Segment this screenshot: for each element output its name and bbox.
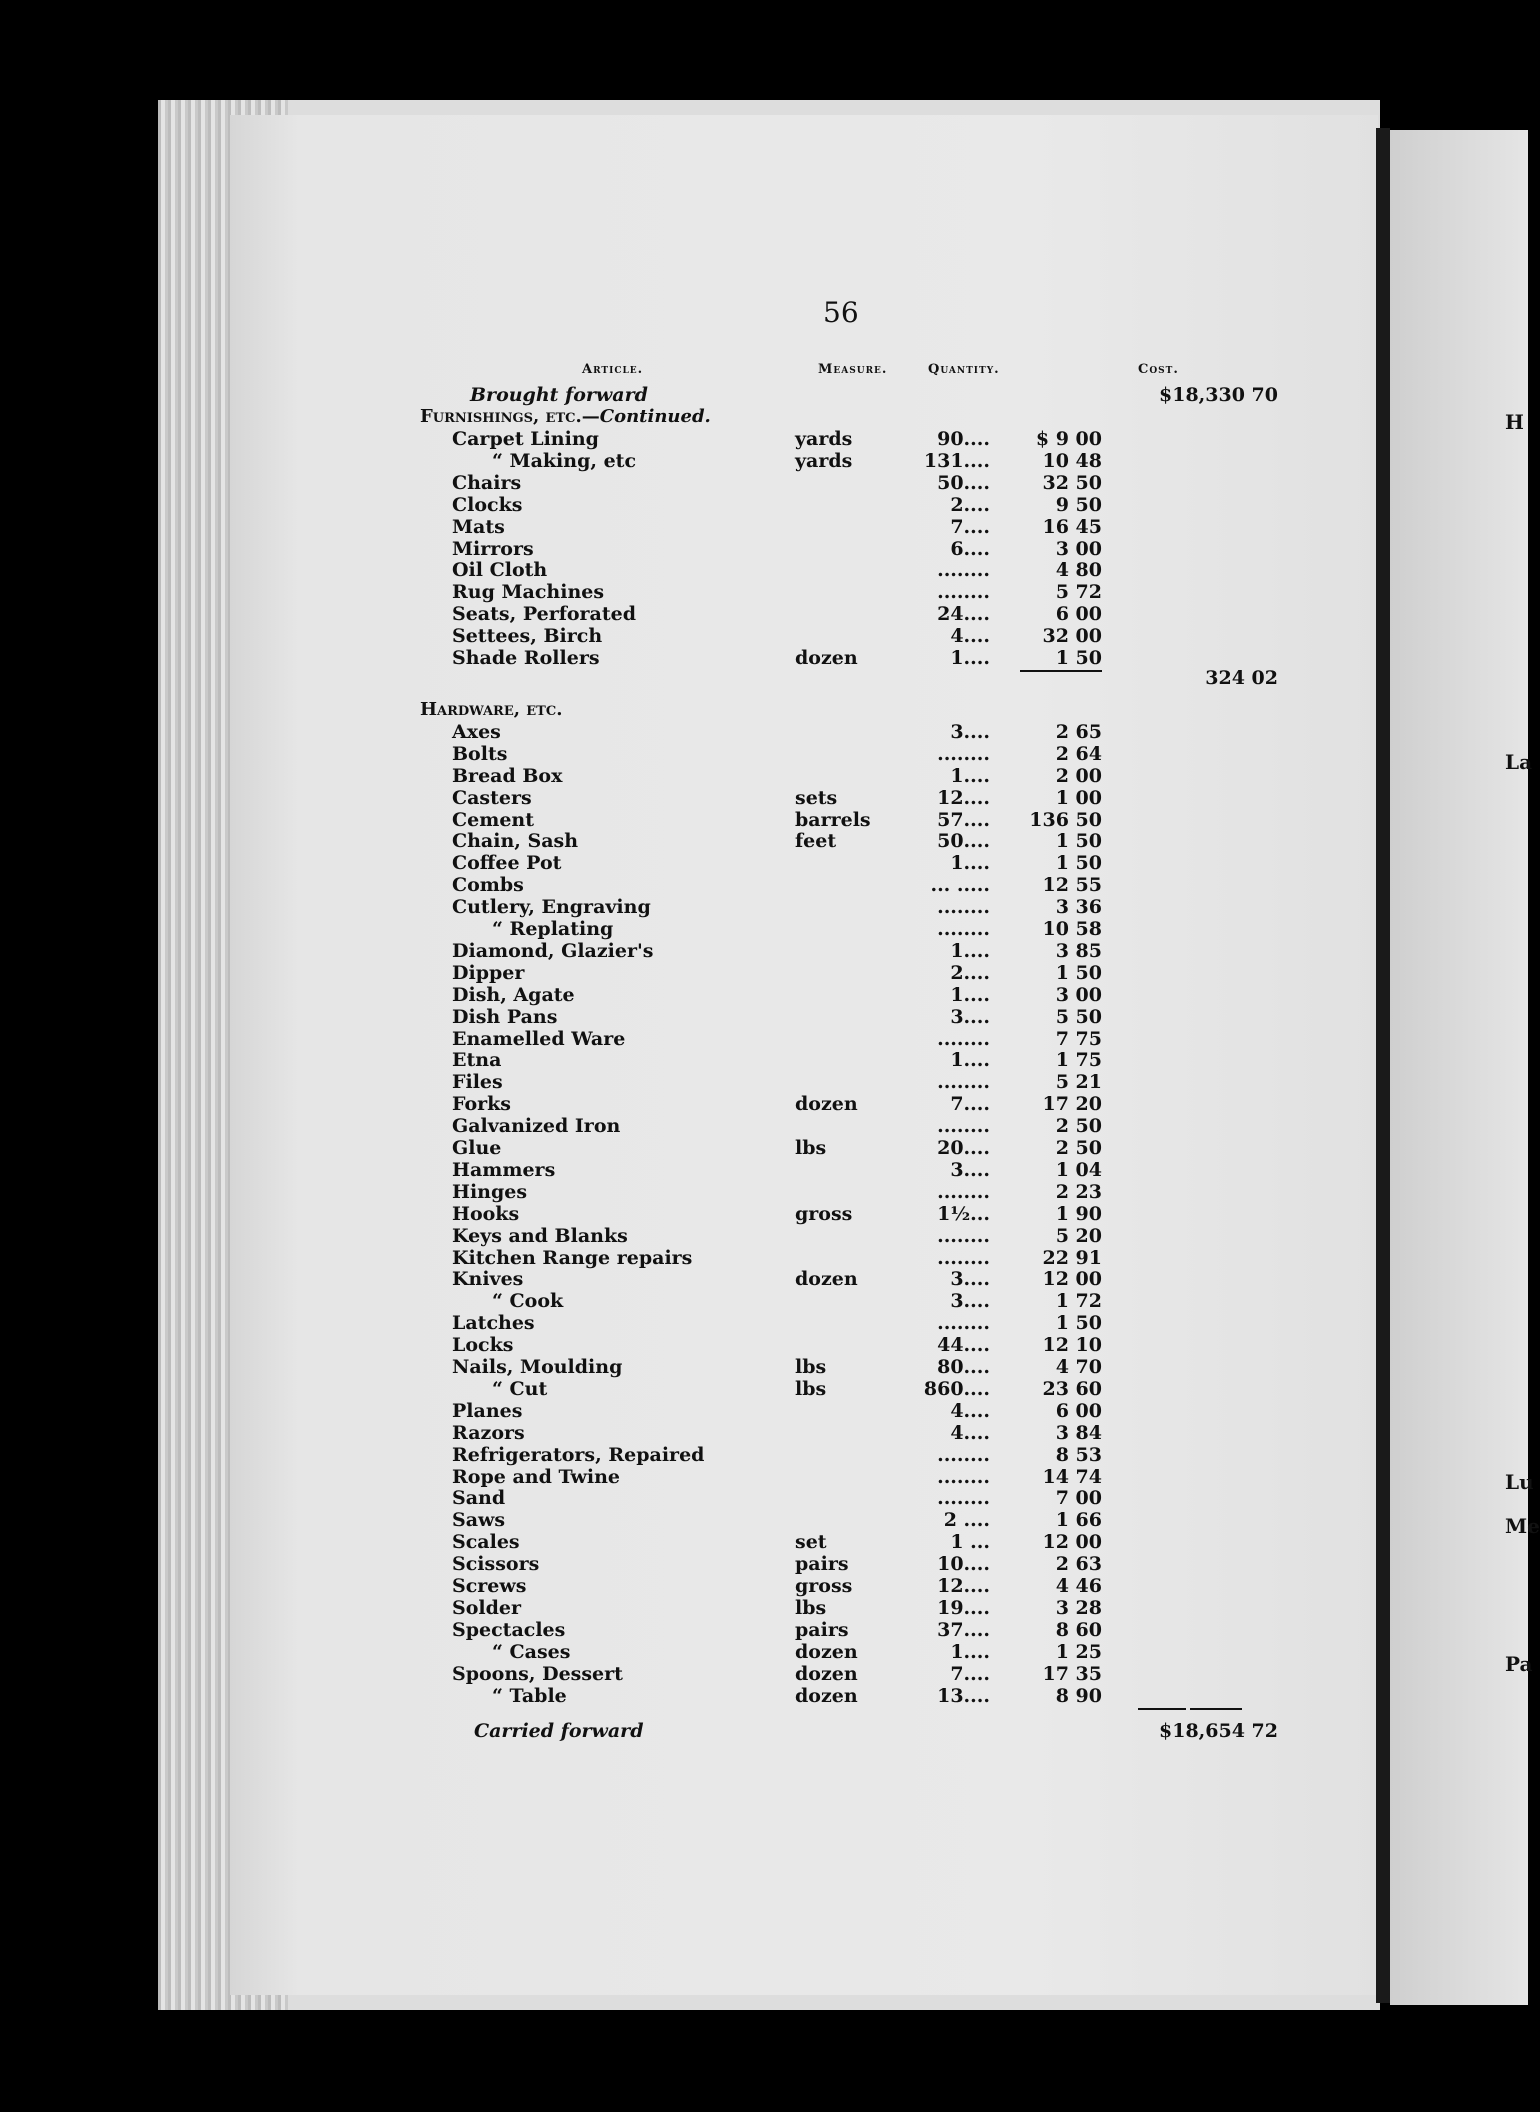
facing-letter: Me (1505, 1514, 1540, 1538)
measure-unit: dozen (795, 1684, 858, 1707)
article-name: Forks (452, 1093, 511, 1116)
article-name: Carpet Lining (452, 428, 599, 450)
quantity: ........ (937, 1246, 990, 1269)
article-name: Etna (452, 1049, 502, 1072)
quantity: ........ (937, 1027, 990, 1050)
cost-amount: 12 00 (1042, 1268, 1102, 1291)
cost-amount: 14 74 (1042, 1465, 1102, 1488)
article-name: Glue (452, 1137, 502, 1159)
article-name: Chain, Sash (452, 830, 579, 853)
quantity: ... ..... (930, 874, 990, 897)
measure-unit: pairs (795, 1553, 849, 1576)
cost-amount: 32 00 (1042, 625, 1102, 648)
ledger-row (420, 603, 1280, 625)
article-name: Files (452, 1071, 503, 1094)
article-name: Chairs (452, 471, 522, 494)
cost-amount: 2 63 (1055, 1553, 1102, 1576)
ledger-row (420, 1575, 1280, 1597)
page-number: 56 (823, 296, 859, 329)
article-name: Rope and Twine (452, 1465, 621, 1488)
cost-amount: 4 80 (1055, 559, 1102, 582)
article-name: Hinges (452, 1180, 528, 1203)
article-name: Diamond, Glazier's (452, 939, 654, 962)
cost-amount: 16 45 (1042, 515, 1102, 538)
article-name: Casters (452, 786, 532, 809)
cost-amount: 2 23 (1055, 1180, 1102, 1203)
quantity: ........ (937, 918, 990, 940)
quantity: 2 .... (943, 1509, 990, 1532)
measure-unit: gross (795, 1202, 853, 1225)
ledger-row (420, 1531, 1280, 1553)
quantity: ........ (937, 1487, 990, 1510)
quantity: ........ (937, 1071, 990, 1094)
cost-amount: $ 9 00 (1035, 428, 1102, 450)
cost-amount: 1 75 (1055, 1049, 1102, 1072)
ledger-row (420, 1444, 1280, 1466)
measure-unit: yards (795, 428, 853, 450)
cost-amount: 1 50 (1055, 961, 1102, 984)
article-name: “ Table (492, 1684, 567, 1707)
quantity: 3.... (950, 720, 990, 743)
ledger-row (420, 1466, 1280, 1488)
quantity: 3.... (950, 1005, 990, 1028)
article-name: Bolts (452, 742, 508, 765)
quantity: 44.... (937, 1334, 990, 1357)
facing-letter: La (1505, 750, 1533, 774)
ledger-row (420, 450, 1280, 472)
article-name: “ Cook (492, 1290, 564, 1313)
ledger-row (420, 1225, 1280, 1247)
article-name: Combs (452, 874, 524, 897)
cost-amount: 2 00 (1055, 764, 1102, 787)
article-name: Coffee Pot (452, 852, 562, 875)
cost-amount: 23 60 (1042, 1377, 1102, 1400)
quantity: 860.... (923, 1377, 990, 1400)
article-name: Planes (452, 1399, 523, 1422)
ledger-row (420, 1268, 1280, 1290)
cost-amount: 17 20 (1042, 1093, 1102, 1116)
quantity: 1.... (950, 1640, 990, 1663)
article-name: Razors (452, 1421, 525, 1444)
cost-amount: 1 50 (1055, 830, 1102, 853)
article-name: Sand (452, 1487, 506, 1510)
furnishings-subtotal: 324 02 (1205, 666, 1278, 689)
cost-amount: 1 00 (1055, 786, 1102, 809)
article-name: Dish Pans (452, 1005, 558, 1028)
article-name: Locks (452, 1334, 514, 1357)
cost-amount: 1 50 (1055, 852, 1102, 875)
cost-amount: 2 50 (1055, 1115, 1102, 1138)
ledger-row (420, 940, 1280, 962)
cost-amount: 1 90 (1055, 1202, 1102, 1225)
ledger-row (420, 1290, 1280, 1312)
quantity: 131.... (923, 449, 990, 472)
quantity: 3.... (950, 1290, 990, 1313)
article-name: Enamelled Ware (452, 1027, 626, 1050)
quantity: 1.... (950, 852, 990, 875)
ledger-row (420, 1028, 1280, 1050)
cost-amount: 1 50 (1055, 647, 1102, 669)
cost-amount: 4 70 (1055, 1356, 1102, 1378)
facing-page-fragment (1390, 130, 1540, 2005)
cost-amount: 4 46 (1055, 1575, 1102, 1597)
cost-amount: 5 50 (1055, 1005, 1102, 1028)
ledger-row (420, 1619, 1280, 1641)
quantity: 24.... (937, 603, 990, 626)
ledger-row (420, 852, 1280, 874)
ledger-row (420, 1400, 1280, 1422)
ledger-row (420, 1071, 1280, 1093)
measure-unit: dozen (795, 1093, 858, 1116)
article-name: Spoons, Dessert (452, 1662, 623, 1685)
quantity: 4.... (950, 1421, 990, 1444)
ledger-row (420, 1334, 1280, 1356)
article-name: Clocks (452, 493, 523, 516)
quantity: 3.... (950, 1268, 990, 1291)
ledger-row (420, 1203, 1280, 1225)
ledger-row (420, 874, 1280, 896)
article-name: Saws (452, 1509, 506, 1532)
quantity: ........ (937, 1180, 990, 1203)
quantity: 7.... (950, 1662, 990, 1685)
ledger-row (420, 1378, 1280, 1400)
ledger-row (420, 494, 1280, 516)
cost-amount: 1 66 (1055, 1509, 1102, 1532)
article-name: Seats, Perforated (452, 603, 637, 626)
carried-forward-amount: $18,654 72 (1159, 1720, 1278, 1743)
total-rule (1190, 1708, 1242, 1710)
quantity: ........ (937, 742, 990, 765)
quantity: 20.... (937, 1137, 990, 1159)
ledger-row (420, 896, 1280, 918)
cost-amount: 3 84 (1055, 1421, 1102, 1444)
facing-letter: Pa (1505, 1652, 1533, 1676)
article-name: Solder (452, 1596, 521, 1619)
quantity: 7.... (950, 1093, 990, 1116)
ledger-row (420, 625, 1280, 647)
ledger-row (420, 962, 1280, 984)
cost-amount: 32 50 (1042, 471, 1102, 494)
quantity: 10.... (937, 1553, 990, 1576)
subtotal-rule (1020, 670, 1102, 672)
section-hardware: Hardware, etc. (420, 698, 563, 720)
header-quantity: Quantity. (928, 362, 1000, 377)
cost-amount: 12 00 (1042, 1531, 1102, 1554)
article-name: Hooks (452, 1202, 520, 1225)
quantity: 4.... (950, 625, 990, 648)
quantity: 12.... (937, 786, 990, 809)
ledger-row (420, 581, 1280, 603)
measure-unit: gross (795, 1575, 853, 1597)
ledger-row (420, 830, 1280, 852)
ledger-row (420, 1006, 1280, 1028)
cost-amount: 8 53 (1055, 1443, 1102, 1466)
quantity: 2.... (950, 493, 990, 516)
ledger-row (420, 1685, 1280, 1707)
ledger-row (420, 984, 1280, 1006)
article-name: “ Cases (492, 1640, 571, 1663)
carried-forward-row (420, 1720, 1280, 1742)
article-name: Spectacles (452, 1618, 566, 1641)
article-name: Knives (452, 1268, 524, 1291)
header-measure: Measure. (818, 362, 888, 377)
cost-amount: 6 00 (1055, 1399, 1102, 1422)
cost-amount: 3 00 (1055, 537, 1102, 560)
cost-amount: 3 36 (1055, 896, 1102, 919)
section-title: Furnishings, etc.— (420, 406, 600, 427)
ledger-row (420, 787, 1280, 809)
article-name: “ Making, etc (492, 449, 637, 472)
measure-unit: lbs (795, 1356, 827, 1378)
cost-amount: 5 20 (1055, 1224, 1102, 1247)
quantity: ........ (937, 581, 990, 604)
cost-amount: 12 10 (1042, 1334, 1102, 1357)
quantity: 1½... (937, 1202, 990, 1225)
ledger-row (420, 1641, 1280, 1663)
measure-unit: set (795, 1531, 827, 1554)
article-name: Kitchen Range repairs (452, 1246, 693, 1269)
ledger-row (420, 1181, 1280, 1203)
cost-amount: 12 55 (1042, 874, 1102, 897)
measure-unit: pairs (795, 1618, 849, 1641)
ledger-row (420, 472, 1280, 494)
ledger-row (420, 516, 1280, 538)
quantity: ........ (937, 1115, 990, 1138)
cost-amount: 2 64 (1055, 742, 1102, 765)
measure-unit: dozen (795, 647, 858, 669)
ledger-row (420, 1553, 1280, 1575)
cost-amount: 7 75 (1055, 1027, 1102, 1050)
measure-unit: dozen (795, 1662, 858, 1685)
article-name: Refrigerators, Repaired (452, 1443, 705, 1466)
article-name: Rug Machines (452, 581, 605, 604)
quantity: 90.... (937, 428, 990, 450)
ledger-row (420, 1159, 1280, 1181)
article-name: Cutlery, Engraving (452, 896, 651, 919)
ledger-row (420, 559, 1280, 581)
ledger-row (420, 1049, 1280, 1071)
cost-amount: 9 50 (1055, 493, 1102, 516)
total-rule (1138, 1708, 1186, 1710)
ledger-row (420, 1115, 1280, 1137)
header-article: Article. (582, 362, 644, 377)
cost-amount: 1 50 (1055, 1312, 1102, 1335)
ledger-row (420, 1137, 1280, 1159)
ledger-row (420, 1422, 1280, 1444)
article-name: Scissors (452, 1553, 540, 1576)
ledger-row (420, 721, 1280, 743)
cost-amount: 5 21 (1055, 1071, 1102, 1094)
quantity: 50.... (937, 830, 990, 853)
article-name: “ Replating (492, 918, 614, 940)
quantity: 1.... (950, 647, 990, 669)
cost-amount: 2 65 (1055, 720, 1102, 743)
article-name: “ Cut (492, 1377, 548, 1400)
cost-amount: 3 85 (1055, 939, 1102, 962)
cost-amount: 8 90 (1055, 1684, 1102, 1707)
section-furnishings (420, 406, 711, 427)
measure-unit: dozen (795, 1640, 858, 1663)
quantity: 1.... (950, 764, 990, 787)
quantity: 37.... (937, 1618, 990, 1641)
quantity: ........ (937, 559, 990, 582)
cost-amount: 1 04 (1055, 1158, 1102, 1181)
measure-unit: sets (795, 786, 838, 809)
ledger-row (420, 1247, 1280, 1269)
facing-letter: Lu (1505, 1470, 1534, 1494)
cost-amount: 6 00 (1055, 603, 1102, 626)
measure-unit: lbs (795, 1137, 827, 1159)
quantity: 19.... (937, 1596, 990, 1619)
article-name: Keys and Blanks (452, 1224, 628, 1247)
article-name: Galvanized Iron (452, 1115, 621, 1138)
quantity: 12.... (937, 1575, 990, 1597)
quantity: 13.... (937, 1684, 990, 1707)
ledger-row (420, 743, 1280, 765)
ledger-row (420, 538, 1280, 560)
cost-amount: 7 00 (1055, 1487, 1102, 1510)
quantity: 2.... (950, 961, 990, 984)
measure-unit: feet (795, 830, 837, 853)
article-name: Bread Box (452, 764, 563, 787)
quantity: 1.... (950, 983, 990, 1006)
quantity: ........ (937, 1312, 990, 1335)
article-name: Shade Rollers (452, 647, 600, 669)
article-name: Screws (452, 1575, 527, 1597)
measure-unit: dozen (795, 1268, 858, 1291)
carried-forward-label: Carried forward (474, 1720, 644, 1743)
article-name: Dipper (452, 961, 525, 984)
facing-letter: H (1505, 410, 1524, 434)
section-continued: Continued. (599, 406, 711, 427)
article-name: Nails, Moulding (452, 1356, 623, 1378)
ledger-row (420, 1356, 1280, 1378)
quantity: 80.... (937, 1356, 990, 1378)
quantity: 1.... (950, 1049, 990, 1072)
article-name: Axes (452, 720, 501, 743)
ledger-row (420, 765, 1280, 787)
ledger-row (420, 1093, 1280, 1115)
ledger-row (420, 1597, 1280, 1619)
cost-amount: 8 60 (1055, 1618, 1102, 1641)
article-name: Dish, Agate (452, 983, 575, 1006)
brought-forward-amount: $18,330 70 (1159, 384, 1278, 406)
ledger-row (420, 918, 1280, 940)
cost-amount: 2 50 (1055, 1137, 1102, 1159)
measure-unit: lbs (795, 1377, 827, 1400)
ledger-row (420, 1509, 1280, 1531)
quantity: 50.... (937, 471, 990, 494)
cost-amount: 1 72 (1055, 1290, 1102, 1313)
quantity: ........ (937, 1224, 990, 1247)
cost-amount: 3 00 (1055, 983, 1102, 1006)
quantity: ........ (937, 1465, 990, 1488)
quantity: 1 ... (950, 1531, 990, 1554)
article-name: Settees, Birch (452, 625, 603, 648)
cost-amount: 5 72 (1055, 581, 1102, 604)
quantity: 1.... (950, 939, 990, 962)
article-name: Cement (452, 808, 534, 831)
article-name: Hammers (452, 1158, 556, 1181)
quantity: ........ (937, 896, 990, 919)
ledger-row (420, 428, 1280, 450)
cost-amount: 3 28 (1055, 1596, 1102, 1619)
article-name: Mirrors (452, 537, 534, 560)
quantity: 7.... (950, 515, 990, 538)
quantity: 57.... (937, 808, 990, 831)
cost-amount: 17 35 (1042, 1662, 1102, 1685)
quantity: ........ (937, 1443, 990, 1466)
ledger-row (420, 1487, 1280, 1509)
cost-amount: 1 25 (1055, 1640, 1102, 1663)
quantity: 6.... (950, 537, 990, 560)
ledger-row (420, 809, 1280, 831)
measure-unit: barrels (795, 808, 871, 831)
measure-unit: lbs (795, 1596, 827, 1619)
quantity: 3.... (950, 1158, 990, 1181)
article-name: Oil Cloth (452, 559, 548, 582)
article-name: Mats (452, 515, 505, 538)
quantity: 4.... (950, 1399, 990, 1422)
cost-amount: 136 50 (1029, 808, 1102, 831)
cost-amount: 10 48 (1042, 449, 1102, 472)
ledger-row (420, 1663, 1280, 1685)
book-gutter (1376, 128, 1390, 2003)
ledger-row (420, 647, 1280, 669)
brought-forward-row (420, 384, 1280, 406)
header-cost: Cost. (1138, 362, 1179, 377)
cost-amount: 10 58 (1042, 918, 1102, 940)
cost-amount: 22 91 (1042, 1246, 1102, 1269)
article-name: Scales (452, 1531, 520, 1554)
measure-unit: yards (795, 449, 853, 472)
brought-forward-label: Brought forward (470, 384, 648, 406)
article-name: Latches (452, 1312, 535, 1335)
ledger-row (420, 1312, 1280, 1334)
